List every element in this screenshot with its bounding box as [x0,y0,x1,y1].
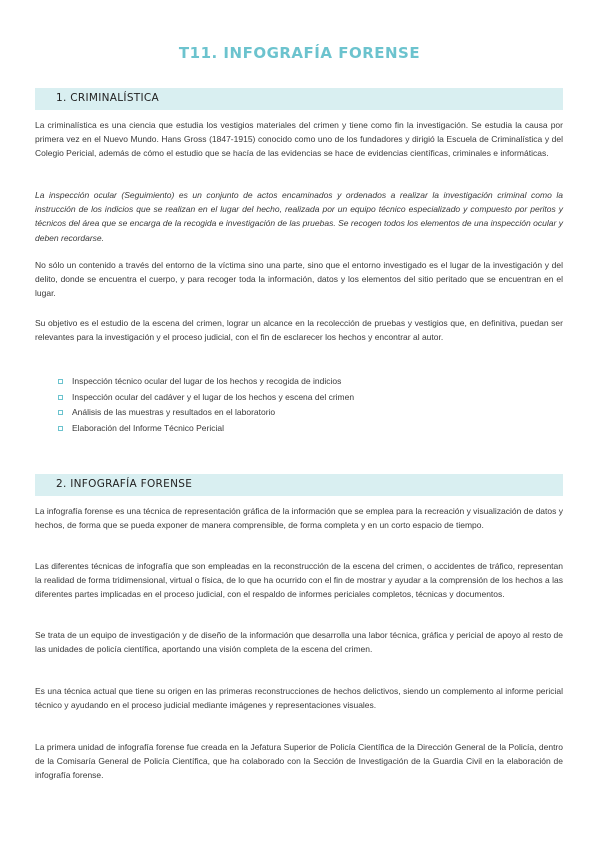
section-1-paragraph-4: Su objetivo es el estudio de la escena del crimen, lograr un alcance en la recolección de pruebas y vestigios que, en definitiva, puedan ser relevantes para la investigación y el proceso judicial, con el fin de esclarecer los hechos y encontrar al autor. [35,318,563,343]
list-item: Análisis de las muestras y resultados en el laboratorio [58,405,548,421]
square-bullet-icon [58,426,63,431]
section-1-paragraph-3: No sólo un contenido a través del entorno de la víctima sino una parte, sino que el entorno investigado es el lugar de la investigación y del delito, donde se encuentra el cuerpo, y para recoger toda la información, datos y los elementos del sitio peritado que se encuentran en el lugar. [35,260,563,299]
list-item: Inspección ocular del cadáver y el lugar de los hechos y escena del crimen [58,390,548,406]
section-2-paragraph-3: Se trata de un equipo de investigación y de diseño de la información que desarrolla una labor técnica, gráfica y pericial de apoyo al resto de las unidades de policía científica, aportando una visión completa de la escena del crimen. [35,630,563,655]
square-bullet-icon [58,395,63,400]
list-item: Elaboración del Informe Técnico Pericial [58,421,548,437]
section-2-heading: 2. INFOGRAFÍA FORENSE [56,478,193,490]
section-1-bullet-list [58,374,548,436]
section-2-paragraph-1: La infografía forense es una técnica de representación gráfica de la información que se emplea para la recreación y visualización de datos y hechos, de forma que se pueda exponer de manera comprensible, de forma completa y en un corto espacio de tiempo. [35,506,563,531]
section-2-paragraph-4: Es una técnica actual que tiene su origen en las primeras reconstrucciones de hechos delictivos, siendo un complemento al informe pericial técnico y ayudando en el proceso judicial mediante imágenes y representaciones visuales. [35,686,563,711]
section-1-paragraph-1: La criminalística es una ciencia que estudia los vestigios materiales del crimen y tiene como fin la investigación. Se estudia la causa por primera vez en el Nuevo Mundo. Hans Gross (1847-1915) conocido como uno de los fundadores y dirigió la Escuela de Criminalística y del Colegio Pericial, además de cómo el estudio que se hacía de las evidencias se hace de evidencias científicas, criminales e informáticas. [35,120,563,159]
section-1-paragraph-2: La inspección ocular (Seguimiento) es un conjunto de actos encaminados y ordenados a realizar la investigación criminal como la instrucción de los indicios que se realizan en el lugar del hecho, realizada por un equipo técnico especializado y compuesto por peritos y técnicos del área que se encarga de la recogida e investigación de las pruebas. Se recogen todos los elementos de una inspección ocular y deben recordarse. [35,190,563,243]
section-2-paragraph-5: La primera unidad de infografía forense fue creada en la Jefatura Superior de Policía Científica de la Dirección General de la Policía, dentro de la Comisaría General de Policía Científica, que ha colaborado con la Sección de Investigación de la Guardia Civil en la elaboración de infografía forense. [35,742,563,781]
square-bullet-icon [58,410,63,415]
document-title: T11. INFOGRAFÍA FORENSE [178,44,421,62]
section-2-paragraph-2: Las diferentes técnicas de infografía que son empleadas en la reconstrucción de la escena del crimen, o accidentes de tráfico, representan la realidad de forma tridimensional, virtual o física, de lo que ha ocurrido con el fin de mostrar y ayudar a la comprensión de los hechos a las diferentes partes implicadas en el proceso judicial, con el respaldo de informes periciales completos, técnicas y documentos. [35,561,563,600]
section-1-heading: 1. CRIMINALÍSTICA [56,92,160,104]
list-item: Inspección técnico ocular del lugar de los hechos y recogida de indicios [58,374,548,390]
square-bullet-icon [58,379,63,384]
